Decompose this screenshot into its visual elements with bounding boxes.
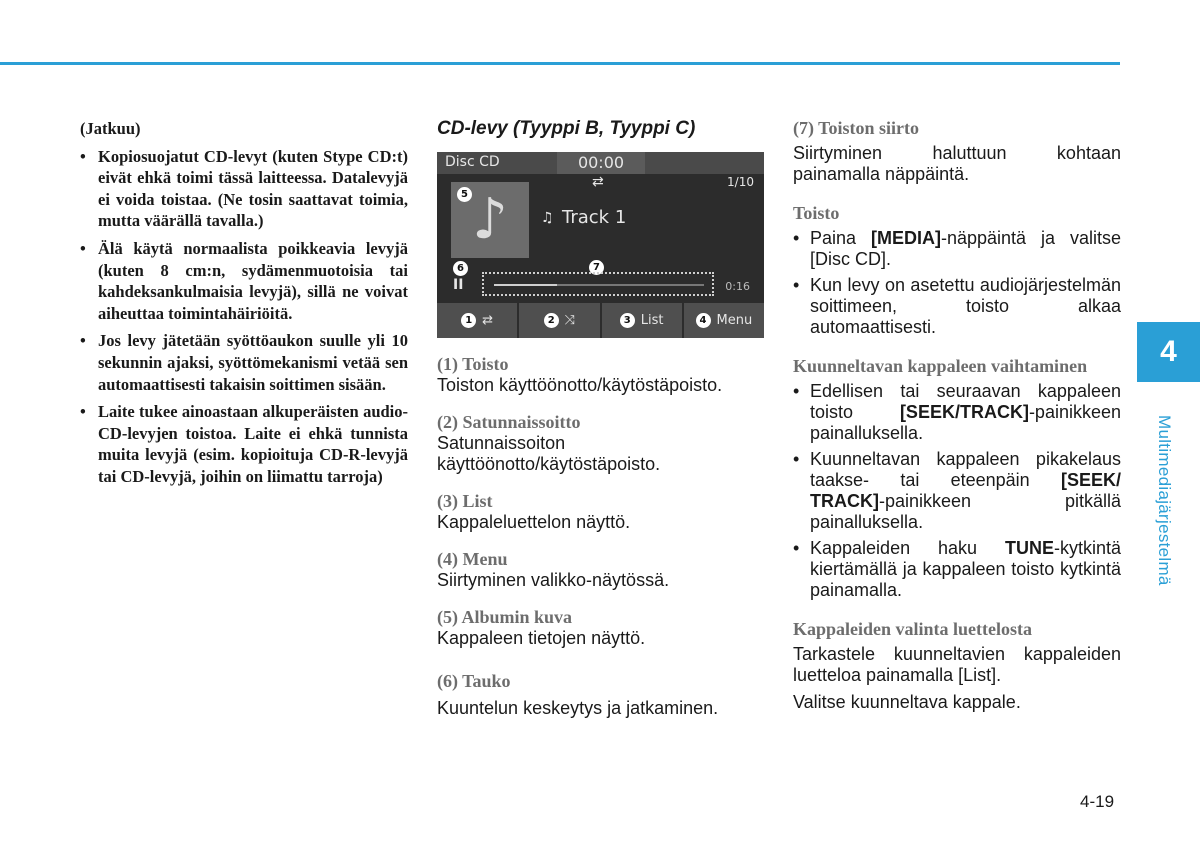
cd-player-screen <box>437 152 764 338</box>
top-rule <box>0 62 1120 65</box>
list-item: • Laite tukee ainoastaan alkuperäisten audio-CD-levyjen toistoa. Laite ei ehkä tunnista muita levyjä (esim. kopioituja CD-R-levyjä tai CD-levyjä, joihin on liimattu tarroja) <box>80 401 408 487</box>
item-text: Siirtyminen valikko-näytössä. <box>437 570 670 590</box>
elapsed-time: 0:16 <box>725 280 750 293</box>
seek-bar[interactable] <box>482 272 714 296</box>
change-list <box>793 381 1121 601</box>
item-heading: (3) List <box>437 491 493 511</box>
play-heading: Toisto <box>793 203 840 223</box>
item-pause <box>437 671 765 719</box>
softkey-number: 3 <box>620 313 635 328</box>
callout-7: 7 <box>589 260 604 275</box>
list-item: • Jos levy jätetään syöttöaukon suulle yli 10 sekunnin ajaksi, syöttömekanismi vetää sen automaattisesti takaisin soittimen sisään. <box>80 330 408 395</box>
seek-heading: (7) Toiston siirto <box>793 118 920 138</box>
text: -kytkintä kiertämällä ja kappaleen toisto kytkintä painamalla. <box>810 538 1121 600</box>
softkey-number: 4 <box>696 313 711 328</box>
callout-5: 5 <box>457 187 472 202</box>
item-heading: (2) Satunnaissoitto <box>437 412 581 432</box>
text: -näppäintä ja valitse [Disc CD]. <box>810 228 1121 269</box>
softkey-number: 1 <box>461 313 476 328</box>
seek-text: Siirtyminen haluttuun kohtaan painamalla näppäintä. <box>793 143 1121 184</box>
repeat-softkey[interactable] <box>437 303 519 338</box>
list-heading: Kappaleiden valinta luettelosta <box>793 619 1033 639</box>
item-text: Kappaleluettelon näyttö. <box>437 512 631 532</box>
item-heading: (1) Toisto <box>437 354 509 374</box>
item-album-art <box>437 607 765 649</box>
item-text: Toiston käyttöönotto/käytöstäpoisto. <box>437 375 723 395</box>
section-title: CD-levy (Tyyppi B, Tyyppi C) <box>437 118 696 139</box>
text: Edellisen tai seuraavan kappaleen toisto <box>810 381 1121 422</box>
menu-label: Menu <box>716 313 753 328</box>
text: -painikkeen pitkällä painalluksella. <box>810 491 1121 532</box>
list-item <box>793 228 1121 270</box>
softkey-number: 2 <box>544 313 559 328</box>
key-name: [SEEK/ TRACK] <box>810 470 1121 511</box>
list-item <box>793 381 1121 444</box>
list-item: • Älä käytä normaalista poikkeavia levyjä (kuten 8 cm:n, sydämenmuotoisia tai kahdeksankulmaisia levyjä), sillä ne voivat aiheuttaa toimintahäiriöitä. <box>80 238 408 324</box>
clock-display: 00:00 <box>557 152 645 174</box>
key-name: TUNE <box>1004 538 1054 558</box>
caution-list <box>80 146 408 488</box>
list-softkey[interactable] <box>602 303 684 338</box>
play-list <box>793 228 1121 338</box>
text: Kuunneltavan kappaleen pikakelaus taakse- tai eteenpäin <box>810 449 1121 490</box>
repeat-icon: ⇄ <box>592 174 604 190</box>
softkey-bar <box>437 303 764 338</box>
item-heading: (5) Albumin kuva <box>437 607 573 627</box>
seek-fill <box>494 284 557 286</box>
list-text-2: Valitse kuunneltava kappale. <box>793 692 1021 712</box>
list-item: • Kopiosuojatut CD-levyt (kuten Stype CD:t) eivät ehkä toimi tässä laitteessa. Datalevyjä ei voida toistaa. (Ne tosin saattavat toimia, mutta väärällä tavalla.) <box>80 146 408 232</box>
change-heading: Kuunneltavan kappaleen vaihtaminen <box>793 356 1088 376</box>
item-shuffle <box>437 412 765 475</box>
item-text: Satunnaissoiton käyttöönotto/käytöstäpoisto. <box>437 433 661 474</box>
pause-button[interactable]: II <box>453 277 464 293</box>
continued-label: (Jatkuu) <box>80 119 141 138</box>
text: Kappaleiden haku <box>810 538 1005 558</box>
shuffle-icon: ⤨ <box>564 313 576 328</box>
key-name: [MEDIA] <box>871 228 941 248</box>
source-label: Disc CD <box>445 154 500 170</box>
repeat-icon: ⇄ <box>482 313 494 328</box>
music-note-icon: ♫ <box>541 210 554 226</box>
list-item: • Kun levy on asetettu audiojärjestelmän soittimeen, toisto alkaa automaattisesti. <box>793 275 1121 338</box>
album-art-button[interactable]: ♪ <box>451 182 529 258</box>
list-label: List <box>640 313 664 328</box>
item-list <box>437 491 765 533</box>
callout-6: 6 <box>453 261 468 276</box>
track-title: Track 1 <box>562 207 627 228</box>
column-right <box>793 118 1121 713</box>
chapter-tab: 4 <box>1137 322 1200 382</box>
page-number: 4-19 <box>1080 792 1115 811</box>
item-repeat <box>437 354 765 396</box>
column-left <box>80 118 408 494</box>
item-text: Kappaleen tietojen näyttö. <box>437 628 646 648</box>
list-text-1: Tarkastele kuunneltavien kappaleiden luetteloa painamalla [List]. <box>793 644 1121 685</box>
item-text: Kuuntelun keskeytys ja jatkaminen. <box>437 698 719 718</box>
text: Paina <box>810 228 871 248</box>
text: -painikkeen painalluksella. <box>810 402 1121 443</box>
chapter-label: Multimediajärjestelmä <box>1155 415 1174 586</box>
list-item <box>793 449 1121 533</box>
list-item <box>793 538 1121 601</box>
key-name: [SEEK/TRACK] <box>899 402 1029 422</box>
column-middle <box>437 114 765 719</box>
seek-track <box>494 284 704 286</box>
menu-softkey[interactable] <box>684 303 764 338</box>
track-count: 1/10 <box>727 175 754 189</box>
item-menu <box>437 549 765 591</box>
shuffle-softkey[interactable] <box>519 303 601 338</box>
item-heading: (4) Menu <box>437 549 508 569</box>
item-heading: (6) Tauko <box>437 671 511 691</box>
